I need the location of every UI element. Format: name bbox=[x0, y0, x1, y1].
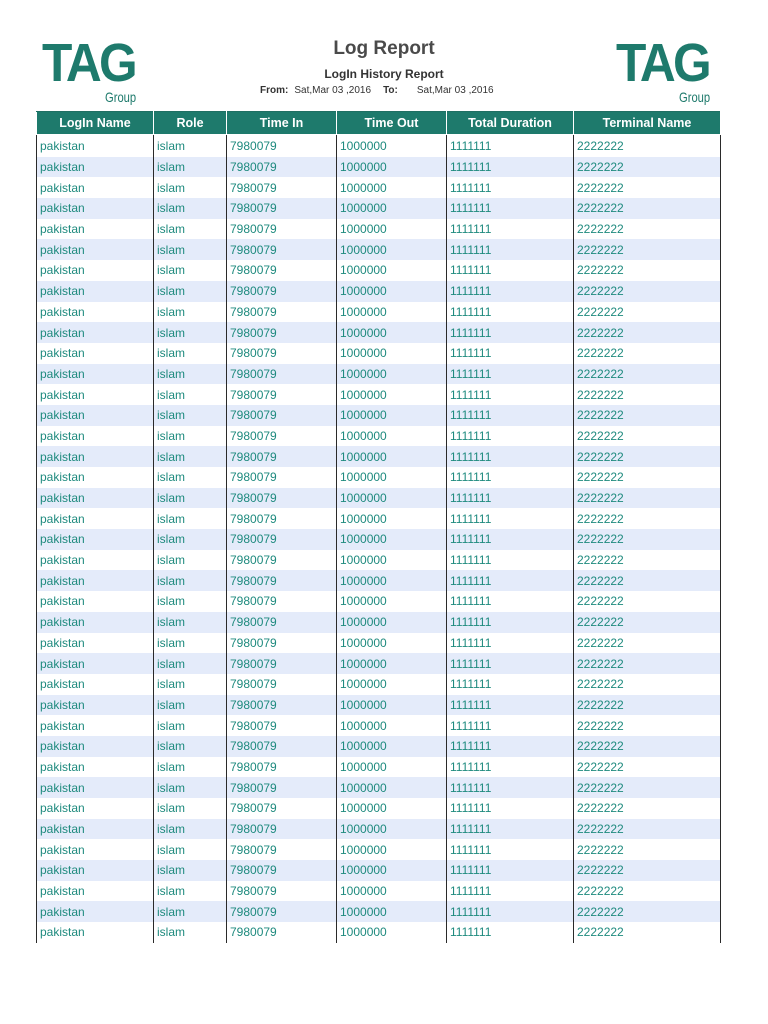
time-out-cell: 1000000 bbox=[337, 281, 447, 302]
role-cell: islam bbox=[154, 426, 227, 447]
time-in-cell: 7980079 bbox=[227, 364, 337, 385]
time-out-cell: 1000000 bbox=[337, 467, 447, 488]
total-duration-cell: 1111111 bbox=[447, 364, 574, 385]
login-name-cell: pakistan bbox=[37, 135, 154, 157]
terminal-name-cell: 2222222 bbox=[574, 612, 721, 633]
time-in-cell: 7980079 bbox=[227, 819, 337, 840]
login-name-cell: pakistan bbox=[37, 570, 154, 591]
logo-subtext: Group bbox=[679, 89, 711, 105]
time-out-cell: 1000000 bbox=[337, 343, 447, 364]
time-out-cell: 1000000 bbox=[337, 695, 447, 716]
time-out-cell: 1000000 bbox=[337, 612, 447, 633]
terminal-name-cell: 2222222 bbox=[574, 219, 721, 240]
logo-subtext: Group bbox=[105, 89, 137, 105]
time-out-cell: 1000000 bbox=[337, 508, 447, 529]
table-row bbox=[37, 529, 721, 550]
table-body bbox=[37, 135, 721, 943]
login-name-cell: pakistan bbox=[37, 364, 154, 385]
terminal-name-cell: 2222222 bbox=[574, 922, 721, 943]
time-out-cell: 1000000 bbox=[337, 901, 447, 922]
table-row bbox=[37, 674, 721, 695]
time-out-cell: 1000000 bbox=[337, 653, 447, 674]
login-name-cell: pakistan bbox=[37, 322, 154, 343]
table-row bbox=[37, 922, 721, 943]
terminal-name-cell: 2222222 bbox=[574, 757, 721, 778]
total-duration-cell: 1111111 bbox=[447, 198, 574, 219]
login-name-cell: pakistan bbox=[37, 157, 154, 178]
table-row bbox=[37, 322, 721, 343]
login-name-cell: pakistan bbox=[37, 260, 154, 281]
time-out-cell: 1000000 bbox=[337, 550, 447, 571]
total-duration-cell: 1111111 bbox=[447, 281, 574, 302]
table-header-row bbox=[37, 112, 721, 135]
role-cell: islam bbox=[154, 633, 227, 654]
table-row bbox=[37, 757, 721, 778]
total-duration-cell: 1111111 bbox=[447, 633, 574, 654]
total-duration-cell: 1111111 bbox=[447, 343, 574, 364]
total-duration-cell: 1111111 bbox=[447, 177, 574, 198]
total-duration-cell: 1111111 bbox=[447, 860, 574, 881]
role-cell: islam bbox=[154, 219, 227, 240]
role-cell: islam bbox=[154, 260, 227, 281]
time-in-cell: 7980079 bbox=[227, 633, 337, 654]
time-in-cell: 7980079 bbox=[227, 281, 337, 302]
login-name-cell: pakistan bbox=[37, 798, 154, 819]
role-cell: islam bbox=[154, 467, 227, 488]
table-row bbox=[37, 281, 721, 302]
terminal-name-cell: 2222222 bbox=[574, 343, 721, 364]
role-cell: islam bbox=[154, 384, 227, 405]
time-in-cell: 7980079 bbox=[227, 322, 337, 343]
total-duration-cell: 1111111 bbox=[447, 157, 574, 178]
time-in-cell: 7980079 bbox=[227, 508, 337, 529]
table-row bbox=[37, 198, 721, 219]
time-in-cell: 7980079 bbox=[227, 529, 337, 550]
time-out-cell: 1000000 bbox=[337, 633, 447, 654]
time-out-cell: 1000000 bbox=[337, 488, 447, 509]
table-row bbox=[37, 798, 721, 819]
table-row bbox=[37, 426, 721, 447]
time-out-cell: 1000000 bbox=[337, 322, 447, 343]
login-name-cell: pakistan bbox=[37, 633, 154, 654]
terminal-name-cell: 2222222 bbox=[574, 467, 721, 488]
time-in-cell: 7980079 bbox=[227, 757, 337, 778]
role-cell: islam bbox=[154, 591, 227, 612]
login-name-cell: pakistan bbox=[37, 777, 154, 798]
time-out-cell: 1000000 bbox=[337, 922, 447, 943]
role-cell: islam bbox=[154, 405, 227, 426]
time-in-cell: 7980079 bbox=[227, 798, 337, 819]
terminal-name-cell: 2222222 bbox=[574, 860, 721, 881]
table-row bbox=[37, 612, 721, 633]
terminal-name-cell: 2222222 bbox=[574, 322, 721, 343]
time-out-cell: 1000000 bbox=[337, 777, 447, 798]
login-name-cell: pakistan bbox=[37, 881, 154, 902]
table-row bbox=[37, 508, 721, 529]
login-name-cell: pakistan bbox=[37, 198, 154, 219]
login-name-cell: pakistan bbox=[37, 488, 154, 509]
table-row bbox=[37, 715, 721, 736]
total-duration-cell: 1111111 bbox=[447, 322, 574, 343]
terminal-name-cell: 2222222 bbox=[574, 446, 721, 467]
time-in-cell: 7980079 bbox=[227, 550, 337, 571]
total-duration-cell: 1111111 bbox=[447, 922, 574, 943]
role-cell: islam bbox=[154, 135, 227, 157]
login-name-cell: pakistan bbox=[37, 446, 154, 467]
login-name-cell: pakistan bbox=[37, 819, 154, 840]
role-cell: islam bbox=[154, 198, 227, 219]
table-row bbox=[37, 653, 721, 674]
table-row bbox=[37, 219, 721, 240]
column-header-terminal-name: Terminal Name bbox=[574, 112, 721, 135]
time-out-cell: 1000000 bbox=[337, 426, 447, 447]
login-name-cell: pakistan bbox=[37, 219, 154, 240]
terminal-name-cell: 2222222 bbox=[574, 715, 721, 736]
terminal-name-cell: 2222222 bbox=[574, 633, 721, 654]
role-cell: islam bbox=[154, 922, 227, 943]
terminal-name-cell: 2222222 bbox=[574, 695, 721, 716]
terminal-name-cell: 2222222 bbox=[574, 488, 721, 509]
total-duration-cell: 1111111 bbox=[447, 446, 574, 467]
time-in-cell: 7980079 bbox=[227, 674, 337, 695]
login-name-cell: pakistan bbox=[37, 281, 154, 302]
column-header-time-out: Time Out bbox=[337, 112, 447, 135]
total-duration-cell: 1111111 bbox=[447, 798, 574, 819]
time-out-cell: 1000000 bbox=[337, 302, 447, 323]
time-in-cell: 7980079 bbox=[227, 135, 337, 157]
to-label: To: bbox=[383, 85, 398, 96]
table-row bbox=[37, 343, 721, 364]
role-cell: islam bbox=[154, 901, 227, 922]
time-out-cell: 1000000 bbox=[337, 715, 447, 736]
time-out-cell: 1000000 bbox=[337, 135, 447, 157]
time-in-cell: 7980079 bbox=[227, 343, 337, 364]
time-in-cell: 7980079 bbox=[227, 736, 337, 757]
login-name-cell: pakistan bbox=[37, 839, 154, 860]
terminal-name-cell: 2222222 bbox=[574, 819, 721, 840]
table-row bbox=[37, 881, 721, 902]
total-duration-cell: 1111111 bbox=[447, 695, 574, 716]
table-row bbox=[37, 591, 721, 612]
time-in-cell: 7980079 bbox=[227, 591, 337, 612]
role-cell: islam bbox=[154, 757, 227, 778]
terminal-name-cell: 2222222 bbox=[574, 364, 721, 385]
total-duration-cell: 1111111 bbox=[447, 570, 574, 591]
role-cell: islam bbox=[154, 364, 227, 385]
time-in-cell: 7980079 bbox=[227, 839, 337, 860]
role-cell: islam bbox=[154, 736, 227, 757]
terminal-name-cell: 2222222 bbox=[574, 239, 721, 260]
terminal-name-cell: 2222222 bbox=[574, 674, 721, 695]
total-duration-cell: 1111111 bbox=[447, 550, 574, 571]
table-row bbox=[37, 260, 721, 281]
login-name-cell: pakistan bbox=[37, 529, 154, 550]
role-cell: islam bbox=[154, 777, 227, 798]
total-duration-cell: 1111111 bbox=[447, 260, 574, 281]
table-row bbox=[37, 819, 721, 840]
table-row bbox=[37, 302, 721, 323]
time-in-cell: 7980079 bbox=[227, 653, 337, 674]
login-name-cell: pakistan bbox=[37, 591, 154, 612]
total-duration-cell: 1111111 bbox=[447, 591, 574, 612]
time-in-cell: 7980079 bbox=[227, 695, 337, 716]
table-row bbox=[37, 239, 721, 260]
total-duration-cell: 1111111 bbox=[447, 901, 574, 922]
time-out-cell: 1000000 bbox=[337, 819, 447, 840]
time-out-cell: 1000000 bbox=[337, 405, 447, 426]
login-name-cell: pakistan bbox=[37, 922, 154, 943]
time-out-cell: 1000000 bbox=[337, 364, 447, 385]
total-duration-cell: 1111111 bbox=[447, 715, 574, 736]
time-in-cell: 7980079 bbox=[227, 446, 337, 467]
terminal-name-cell: 2222222 bbox=[574, 281, 721, 302]
time-in-cell: 7980079 bbox=[227, 777, 337, 798]
login-name-cell: pakistan bbox=[37, 695, 154, 716]
role-cell: islam bbox=[154, 798, 227, 819]
terminal-name-cell: 2222222 bbox=[574, 653, 721, 674]
login-name-cell: pakistan bbox=[37, 343, 154, 364]
terminal-name-cell: 2222222 bbox=[574, 736, 721, 757]
from-date: Sat,Mar 03 ,2016 bbox=[294, 85, 372, 96]
time-in-cell: 7980079 bbox=[227, 157, 337, 178]
terminal-name-cell: 2222222 bbox=[574, 135, 721, 157]
time-out-cell: 1000000 bbox=[337, 219, 447, 240]
terminal-name-cell: 2222222 bbox=[574, 198, 721, 219]
time-out-cell: 1000000 bbox=[337, 446, 447, 467]
role-cell: islam bbox=[154, 281, 227, 302]
role-cell: islam bbox=[154, 860, 227, 881]
total-duration-cell: 1111111 bbox=[447, 757, 574, 778]
table-row bbox=[37, 177, 721, 198]
total-duration-cell: 1111111 bbox=[447, 881, 574, 902]
total-duration-cell: 1111111 bbox=[447, 219, 574, 240]
terminal-name-cell: 2222222 bbox=[574, 426, 721, 447]
time-in-cell: 7980079 bbox=[227, 467, 337, 488]
terminal-name-cell: 2222222 bbox=[574, 384, 721, 405]
time-in-cell: 7980079 bbox=[227, 260, 337, 281]
terminal-name-cell: 2222222 bbox=[574, 177, 721, 198]
login-name-cell: pakistan bbox=[37, 302, 154, 323]
total-duration-cell: 1111111 bbox=[447, 488, 574, 509]
total-duration-cell: 1111111 bbox=[447, 777, 574, 798]
column-header-total-duration: Total Duration bbox=[447, 112, 574, 135]
total-duration-cell: 1111111 bbox=[447, 426, 574, 447]
table-row bbox=[37, 633, 721, 654]
role-cell: islam bbox=[154, 570, 227, 591]
login-name-cell: pakistan bbox=[37, 239, 154, 260]
time-in-cell: 7980079 bbox=[227, 922, 337, 943]
time-out-cell: 1000000 bbox=[337, 674, 447, 695]
time-out-cell: 1000000 bbox=[337, 591, 447, 612]
time-out-cell: 1000000 bbox=[337, 757, 447, 778]
total-duration-cell: 1111111 bbox=[447, 819, 574, 840]
table-row bbox=[37, 736, 721, 757]
time-out-cell: 1000000 bbox=[337, 881, 447, 902]
table-row bbox=[37, 860, 721, 881]
role-cell: islam bbox=[154, 695, 227, 716]
role-cell: islam bbox=[154, 715, 227, 736]
report-subtitle: LogIn History Report bbox=[324, 67, 444, 81]
column-header-role: Role bbox=[154, 112, 227, 135]
time-in-cell: 7980079 bbox=[227, 198, 337, 219]
report-title: Log Report bbox=[333, 38, 435, 59]
role-cell: islam bbox=[154, 157, 227, 178]
role-cell: islam bbox=[154, 508, 227, 529]
table-row bbox=[37, 364, 721, 385]
table-row bbox=[37, 777, 721, 798]
role-cell: islam bbox=[154, 612, 227, 633]
login-name-cell: pakistan bbox=[37, 715, 154, 736]
time-in-cell: 7980079 bbox=[227, 881, 337, 902]
table-row bbox=[37, 570, 721, 591]
login-name-cell: pakistan bbox=[37, 653, 154, 674]
terminal-name-cell: 2222222 bbox=[574, 405, 721, 426]
from-label: From: bbox=[260, 85, 289, 96]
time-out-cell: 1000000 bbox=[337, 529, 447, 550]
date-range bbox=[260, 85, 494, 96]
total-duration-cell: 1111111 bbox=[447, 736, 574, 757]
role-cell: islam bbox=[154, 653, 227, 674]
role-cell: islam bbox=[154, 674, 227, 695]
terminal-name-cell: 2222222 bbox=[574, 302, 721, 323]
login-name-cell: pakistan bbox=[37, 860, 154, 881]
time-out-cell: 1000000 bbox=[337, 798, 447, 819]
time-in-cell: 7980079 bbox=[227, 715, 337, 736]
time-in-cell: 7980079 bbox=[227, 219, 337, 240]
terminal-name-cell: 2222222 bbox=[574, 508, 721, 529]
table-row bbox=[37, 550, 721, 571]
time-out-cell: 1000000 bbox=[337, 839, 447, 860]
login-name-cell: pakistan bbox=[37, 612, 154, 633]
role-cell: islam bbox=[154, 343, 227, 364]
total-duration-cell: 1111111 bbox=[447, 612, 574, 633]
role-cell: islam bbox=[154, 446, 227, 467]
terminal-name-cell: 2222222 bbox=[574, 260, 721, 281]
login-name-cell: pakistan bbox=[37, 508, 154, 529]
time-out-cell: 1000000 bbox=[337, 736, 447, 757]
time-out-cell: 1000000 bbox=[337, 198, 447, 219]
total-duration-cell: 1111111 bbox=[447, 529, 574, 550]
time-in-cell: 7980079 bbox=[227, 426, 337, 447]
time-in-cell: 7980079 bbox=[227, 612, 337, 633]
total-duration-cell: 1111111 bbox=[447, 508, 574, 529]
role-cell: islam bbox=[154, 302, 227, 323]
total-duration-cell: 1111111 bbox=[447, 239, 574, 260]
login-name-cell: pakistan bbox=[37, 736, 154, 757]
login-name-cell: pakistan bbox=[37, 901, 154, 922]
terminal-name-cell: 2222222 bbox=[574, 839, 721, 860]
time-out-cell: 1000000 bbox=[337, 239, 447, 260]
role-cell: islam bbox=[154, 529, 227, 550]
role-cell: islam bbox=[154, 881, 227, 902]
terminal-name-cell: 2222222 bbox=[574, 529, 721, 550]
total-duration-cell: 1111111 bbox=[447, 384, 574, 405]
to-date: Sat,Mar 03 ,2016 bbox=[416, 85, 494, 96]
table-row bbox=[37, 405, 721, 426]
total-duration-cell: 1111111 bbox=[447, 467, 574, 488]
role-cell: islam bbox=[154, 839, 227, 860]
terminal-name-cell: 2222222 bbox=[574, 157, 721, 178]
column-header-login-name: LogIn Name bbox=[37, 112, 154, 135]
column-header-time-in: Time In bbox=[227, 112, 337, 135]
login-name-cell: pakistan bbox=[37, 467, 154, 488]
table-row bbox=[37, 135, 721, 157]
table-row bbox=[37, 488, 721, 509]
time-out-cell: 1000000 bbox=[337, 157, 447, 178]
total-duration-cell: 1111111 bbox=[447, 302, 574, 323]
login-name-cell: pakistan bbox=[37, 674, 154, 695]
total-duration-cell: 1111111 bbox=[447, 135, 574, 157]
total-duration-cell: 1111111 bbox=[447, 405, 574, 426]
time-out-cell: 1000000 bbox=[337, 860, 447, 881]
login-name-cell: pakistan bbox=[37, 384, 154, 405]
login-name-cell: pakistan bbox=[37, 757, 154, 778]
terminal-name-cell: 2222222 bbox=[574, 591, 721, 612]
terminal-name-cell: 2222222 bbox=[574, 570, 721, 591]
terminal-name-cell: 2222222 bbox=[574, 901, 721, 922]
role-cell: islam bbox=[154, 488, 227, 509]
time-out-cell: 1000000 bbox=[337, 570, 447, 591]
table-row bbox=[37, 384, 721, 405]
login-name-cell: pakistan bbox=[37, 177, 154, 198]
time-in-cell: 7980079 bbox=[227, 239, 337, 260]
login-name-cell: pakistan bbox=[37, 426, 154, 447]
role-cell: islam bbox=[154, 819, 227, 840]
time-in-cell: 7980079 bbox=[227, 570, 337, 591]
login-name-cell: pakistan bbox=[37, 550, 154, 571]
time-in-cell: 7980079 bbox=[227, 488, 337, 509]
time-in-cell: 7980079 bbox=[227, 177, 337, 198]
table-row bbox=[37, 157, 721, 178]
terminal-name-cell: 2222222 bbox=[574, 550, 721, 571]
terminal-name-cell: 2222222 bbox=[574, 881, 721, 902]
table-row bbox=[37, 901, 721, 922]
total-duration-cell: 1111111 bbox=[447, 674, 574, 695]
logo-mark: TAG bbox=[616, 33, 709, 93]
login-history-table bbox=[36, 111, 721, 943]
role-cell: islam bbox=[154, 239, 227, 260]
time-in-cell: 7980079 bbox=[227, 384, 337, 405]
time-in-cell: 7980079 bbox=[227, 901, 337, 922]
role-cell: islam bbox=[154, 177, 227, 198]
logo-mark: TAG bbox=[42, 33, 135, 93]
time-out-cell: 1000000 bbox=[337, 177, 447, 198]
terminal-name-cell: 2222222 bbox=[574, 777, 721, 798]
terminal-name-cell: 2222222 bbox=[574, 798, 721, 819]
time-out-cell: 1000000 bbox=[337, 384, 447, 405]
login-name-cell: pakistan bbox=[37, 405, 154, 426]
time-out-cell: 1000000 bbox=[337, 260, 447, 281]
table-row bbox=[37, 695, 721, 716]
total-duration-cell: 1111111 bbox=[447, 839, 574, 860]
table-row bbox=[37, 467, 721, 488]
role-cell: islam bbox=[154, 322, 227, 343]
time-in-cell: 7980079 bbox=[227, 302, 337, 323]
time-in-cell: 7980079 bbox=[227, 405, 337, 426]
time-in-cell: 7980079 bbox=[227, 860, 337, 881]
total-duration-cell: 1111111 bbox=[447, 653, 574, 674]
role-cell: islam bbox=[154, 550, 227, 571]
table-row bbox=[37, 446, 721, 467]
table-row bbox=[37, 839, 721, 860]
